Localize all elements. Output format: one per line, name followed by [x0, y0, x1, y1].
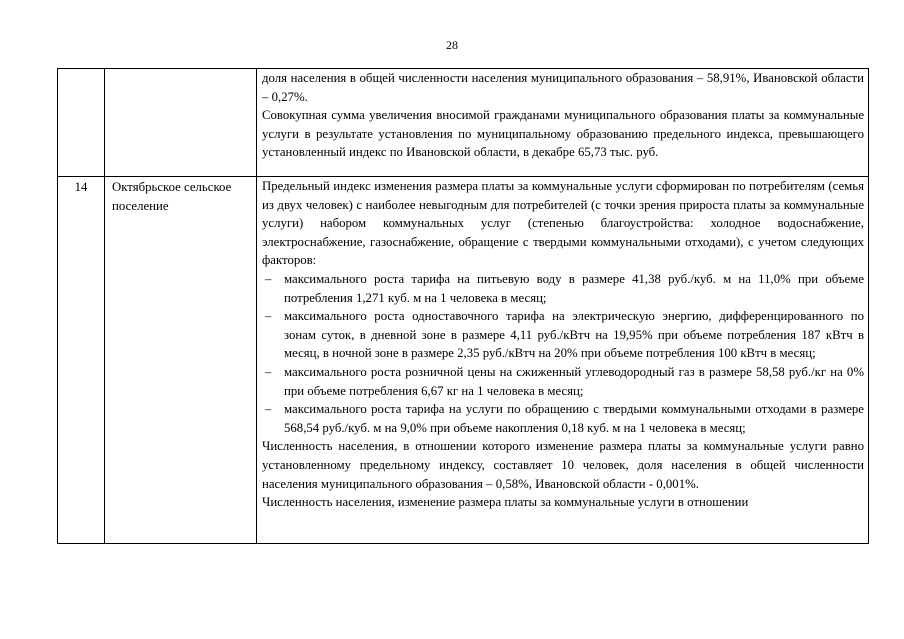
intro-paragraph: Предельный индекс изменения размера платы за коммунальные услуги сформирован по потребителям (семья из двух человек) с наиболее невыгодным для потребителей (с точки зрения прироста платы за коммунальные услуги) набором коммунальных услуг (степенью благоустройства: холодное водоснабжение, электроснабжение, газоснабжение, обращение с твердыми коммунальными отходами), с учетом следующих факторов:	[262, 179, 864, 268]
municipality-table	[57, 68, 869, 544]
list-item	[262, 270, 864, 307]
list-item	[262, 400, 864, 437]
paragraph: Численность населения, в отношении которого изменение размера платы за коммунальные услуги равно установленному предельному индексу, составляет 10 человек, доля населения в общей численности населения муниципального образования – 0,58%, Ивановской области - 0,001%.	[262, 439, 864, 491]
description-cell	[257, 69, 869, 177]
dash-marker: –	[265, 402, 272, 417]
dash-marker: –	[265, 309, 272, 324]
row-number-cell	[58, 69, 105, 177]
paragraph: Численность населения, изменение размера платы за коммунальные услуги в отношении	[262, 495, 749, 510]
factors-list	[262, 270, 864, 437]
municipality-name-cell: Октябрьское сельское поселение	[105, 177, 257, 544]
table-row	[58, 69, 869, 177]
factor-text: максимального роста розничной цены на сжиженный углеводородный газ в размере 58,58 руб./кг на 0% при объеме потребления 6,67 кг на 1 человека в месяц;	[284, 364, 864, 398]
factor-text: максимального роста одноставочного тарифа на электрическую энергию, дифференцированного по зонам суток, в дневной зоне в размере 4,11 руб./кВтч на 19,95% при объеме потребления 187 кВтч в месяц, в ночной зоне в размере 2,35 руб./кВтч на 20% при объеме потребления 100 кВтч в месяц;	[284, 309, 864, 361]
list-item	[262, 363, 864, 400]
list-item	[262, 307, 864, 363]
municipality-name-cell	[105, 69, 257, 177]
dash-marker: –	[265, 364, 272, 379]
page-number: 28	[446, 38, 458, 52]
factor-text: максимального роста тарифа на питьевую воду в размере 41,38 руб./куб. м на 11,0% при объеме потребления 1,271 куб. м на 1 человека в месяц;	[284, 271, 864, 305]
row-number-cell: 14	[58, 177, 105, 544]
factor-text: максимального роста тарифа на услуги по обращению с твердыми коммунальными отходами в размере 568,54 руб./куб. м на 9,0% при объеме накопления 0,18 куб. м на 1 человека в месяц;	[284, 402, 864, 435]
paragraph: Совокупная сумма увеличения вносимой гражданами муниципального образования платы за коммунальные услуги в результате установления по муниципальному образованию предельного индекса, превышающего установленный индекс по Ивановской области, в декабре 65,73 тыс. руб.	[262, 108, 864, 160]
dash-marker: –	[265, 271, 272, 286]
description-cell	[257, 177, 869, 544]
table-row	[58, 177, 869, 544]
paragraph: доля населения в общей численности населения муниципального образования – 58,91%, Ивановской области – 0,27%.	[262, 71, 864, 104]
